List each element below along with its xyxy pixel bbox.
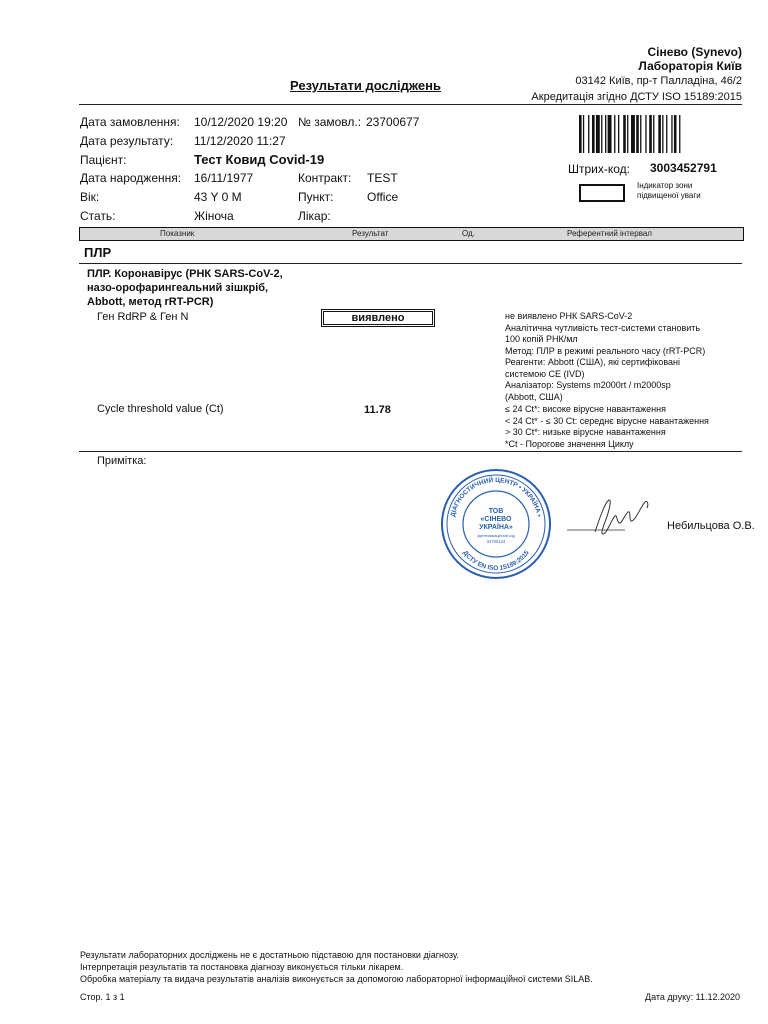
- barcode-bar: [631, 115, 635, 153]
- header-indicator: Показник: [160, 229, 195, 238]
- header-result: Результат: [352, 229, 389, 238]
- barcode-bar: [614, 115, 615, 153]
- barcode-bar: [596, 115, 600, 153]
- point-label: Пункт:: [298, 190, 334, 204]
- barcode-bar: [601, 115, 602, 153]
- birth-date-label: Дата народження:: [80, 171, 182, 185]
- table-end-divider: [79, 451, 742, 452]
- svg-text:Ідентифікаційний код: Ідентифікаційний код: [477, 534, 515, 538]
- barcode-bar: [627, 115, 628, 153]
- barcode-bar: [579, 115, 582, 153]
- svg-text:«СІНЕВО: «СІНЕВО: [480, 516, 512, 523]
- barcode-bar: [653, 115, 654, 153]
- lab-accreditation: Акредитація згідно ДСТУ ISO 15189:2015: [531, 91, 742, 103]
- barcode-bar: [662, 115, 663, 153]
- stamp-seal: [440, 468, 552, 580]
- barcode-bar: [605, 115, 606, 153]
- svg-text:ДІАГНОСТИЧНИЙ ЦЕНТР • УКРАЇНА: ДІАГНОСТИЧНИЙ ЦЕНТР • УКРАЇНА •: [449, 476, 543, 518]
- svg-text:УКРАЇНА»: УКРАЇНА»: [479, 524, 513, 531]
- reference-interval: ≤ 24 Ct*: високе вірусне навантаження < 24 Ct* - ≤ 30 Ct: середнє вірусне навантаження > 30 Ct*: низьке вірусне навантаження *Ct - Порогове значення Циклу: [505, 404, 709, 449]
- result-date-value: 11/12/2020 11:27: [194, 134, 286, 148]
- order-number-value: 23700677: [366, 115, 420, 129]
- barcode-bar: [618, 115, 619, 153]
- divider: [79, 104, 742, 105]
- barcode-bar: [679, 115, 680, 153]
- birth-date-value: 16/11/1977: [194, 171, 254, 185]
- attention-indicator-box: [579, 184, 625, 202]
- result-date-label: Дата результату:: [80, 134, 174, 148]
- header-unit: Од.: [462, 229, 475, 238]
- barcode-bar: [608, 115, 612, 153]
- attention-indicator-label: Індикатор зони підвищеної уваги: [637, 181, 701, 200]
- barcode-bar: [592, 115, 595, 153]
- section-divider: [79, 263, 742, 264]
- svg-text:34700124: 34700124: [486, 539, 506, 544]
- results-table-header: [79, 227, 744, 241]
- signatory-name: Небильцова О.В.: [667, 520, 755, 532]
- lab-address: 03142 Київ, пр-т Палладіна, 46/2: [575, 75, 742, 87]
- svg-text:ТОВ: ТОВ: [488, 508, 504, 515]
- barcode-bar: [674, 115, 677, 153]
- point-value: Office: [367, 190, 399, 204]
- barcode-value: 3003452791: [650, 161, 717, 175]
- patient-label: Пацієнт:: [80, 153, 127, 167]
- age-value: 43 Y 0 M: [194, 190, 242, 204]
- test-row-name: Ген RdRP & Ген N: [97, 311, 189, 323]
- barcode-bar: [583, 115, 584, 153]
- order-date-label: Дата замовлення:: [80, 115, 180, 129]
- section-title: ПЛР: [84, 245, 112, 260]
- order-number-label: № замовл.:: [298, 115, 362, 129]
- lab-name: Сінево (Synevo): [647, 45, 742, 59]
- document-title: Результати досліджень: [290, 78, 441, 93]
- test-row-name: Cycle threshold value (Ct): [97, 403, 224, 415]
- svg-text:ДСТУ EN ISO 15189:2015: ДСТУ EN ISO 15189:2015: [461, 549, 531, 573]
- barcode-image: [577, 115, 737, 153]
- contract-label: Контракт:: [298, 171, 352, 185]
- footer-disclaimer: Результати лабораторних досліджень не є достатньою підставою для постановки діагнозу. Інтерпретація результатів та постановка діагнозу виконується тільки лікарем. Обробка матеріалу та видача результатів аналізів виконується за допомогою лабораторної інформаційної системи SILAB.: [80, 950, 593, 984]
- note-label: Примітка:: [97, 455, 147, 467]
- age-label: Вік:: [80, 190, 100, 204]
- barcode-bar: [640, 115, 641, 153]
- doctor-label: Лікар:: [298, 209, 331, 223]
- barcode-bar: [623, 115, 626, 153]
- barcode-bar: [666, 115, 667, 153]
- barcode-bar: [636, 115, 639, 153]
- lab-city: Лабораторія Київ: [638, 59, 742, 73]
- order-date-value: 10/12/2020 19:20: [194, 115, 288, 129]
- ct-value: 11.78: [364, 404, 391, 416]
- result-value-box: [321, 309, 435, 327]
- contract-value: TEST: [367, 171, 398, 185]
- signature-image: [565, 490, 665, 540]
- barcode-bar: [645, 115, 646, 153]
- header-reference: Референтний інтервал: [567, 229, 652, 238]
- sex-value: Жіноча: [194, 209, 234, 223]
- barcode-bar: [658, 115, 661, 153]
- barcode-bar: [649, 115, 652, 153]
- barcode-bar: [671, 115, 672, 153]
- barcode-bar: [588, 115, 589, 153]
- sex-label: Стать:: [80, 209, 116, 223]
- result-value: виявлено: [351, 312, 405, 324]
- page-number: Стор. 1 з 1: [80, 992, 125, 1002]
- barcode-label: Штрих-код:: [568, 162, 630, 176]
- test-title: ПЛР. Коронавірус (РНК SARS-CoV-2, назо-орофарингеальний зішкріб, Abbott, метод rRT-PCR): [87, 268, 283, 308]
- print-date: Дата друку: 11.12.2020: [644, 992, 740, 1002]
- patient-name: Тест Ковид Covid-19: [194, 152, 325, 167]
- reference-interval: не виявлено РНК SARS-CoV-2 Аналітична чутливість тест-системи становить 100 копій РНК/мл Метод: ПЛР в режимі реального часу (rRT-PCR) Реагенти: Abbott (США), які сертифіковані системою CE (IVD) Аналізатор: Systems m2000rt / m2000sp (Abbott, США): [505, 311, 706, 402]
